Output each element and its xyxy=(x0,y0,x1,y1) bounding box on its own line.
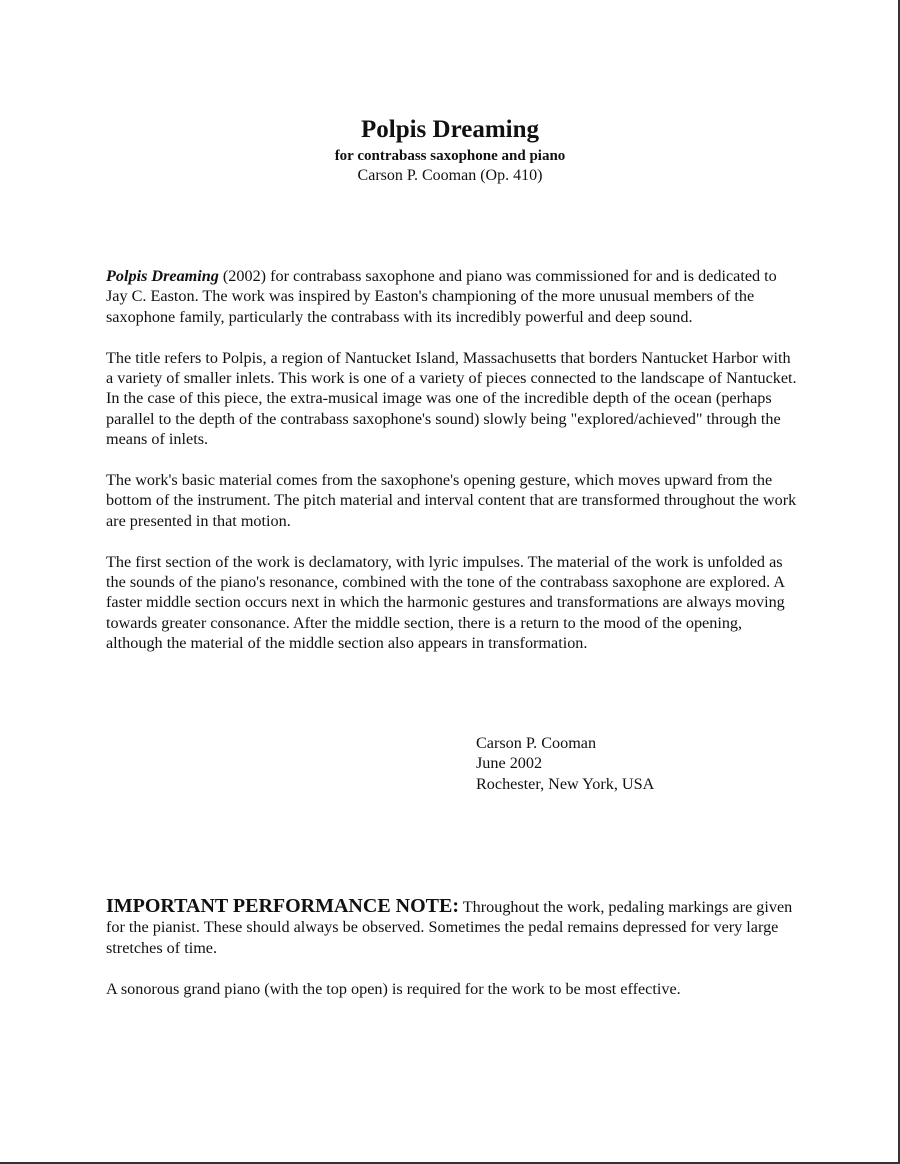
paragraph-commission-text: (2002) for contrabass saxophone and piano was commissioned for and is dedicated to Jay C. Easton. The work was inspired by Easton's championing of the more unusual members of the saxophone family, particularly the contrabass with its incredibly powerful and deep sound. xyxy=(106,267,777,326)
work-title-inline: Polpis Dreaming xyxy=(106,267,219,285)
instrumentation-subtitle: for contrabass saxophone and piano xyxy=(334,148,566,164)
paragraph-material: The work's basic material comes from the saxophone's opening gesture, which moves upward from the bottom of the instrument. The pitch material and interval content that are transformed throughout the work are presented in that motion. xyxy=(106,471,797,530)
composer-line: Carson P. Cooman (Op. 410) xyxy=(357,167,543,184)
paragraph-structure: The first section of the work is declamatory, with lyric impulses. The material of the work is unfolded as the sounds of the piano's resonance, combined with the tone of the contrabass saxophone are explored. A faster middle section occurs next in which the harmonic gestures and transformations are always moving towards greater consonance. After the middle section, there is a return to the mood of the opening, although the material of the middle section also appears in transformation. xyxy=(106,552,785,653)
paragraph-title-origin: The title refers to Polpis, a region of Nantucket Island, Massachusetts that borders Nantucket Harbor with a variety of smaller inlets. This work is one of a variety of pieces connected to the landscape of Nantucket. In the case of this piece, the extra-musical image was one of the incredible depth of the ocean (perhaps parallel to the depth of the contrabass saxophone's sound) slowly being "explored/achieved" through the means of inlets. xyxy=(106,348,797,449)
paragraph-commission xyxy=(106,266,800,327)
pedaling-note xyxy=(106,896,800,958)
piano-requirement-note: A sonorous grand piano (with the top open) is required for the work to be most effective. xyxy=(106,979,681,998)
performance-notes xyxy=(106,896,800,1019)
performance-note-heading: IMPORTANT PERFORMANCE NOTE: xyxy=(106,895,459,917)
page-title: Polpis Dreaming xyxy=(360,116,539,143)
program-notes xyxy=(106,266,800,674)
signature-block xyxy=(476,733,654,794)
signature-date: June 2002 xyxy=(476,754,543,773)
signature-place: Rochester, New York, USA xyxy=(476,774,655,793)
pedaling-note-text: Throughout the work, pedaling markings are given for the pianist. These should always be observed. Sometimes the pedal remains depressed for very large stretches of time. xyxy=(106,898,793,957)
signature-name: Carson P. Cooman xyxy=(476,734,597,752)
title-block xyxy=(0,114,900,186)
